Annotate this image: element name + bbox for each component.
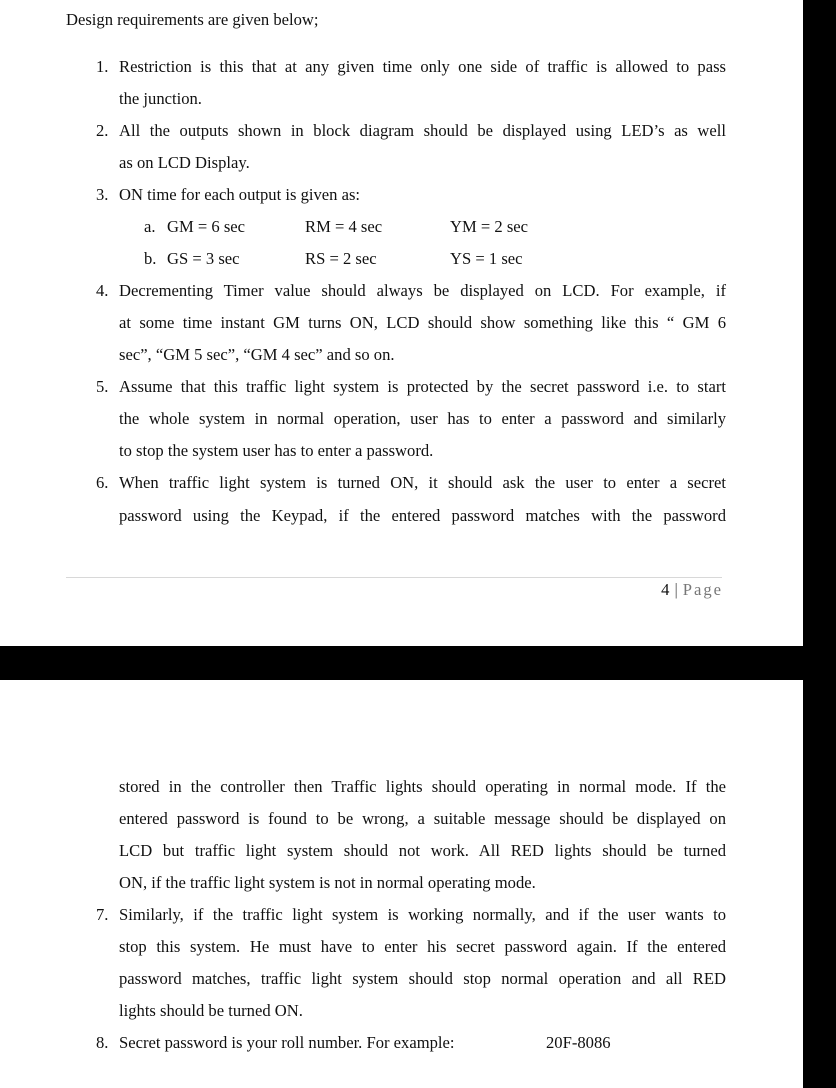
item-4-line-1: Decrementing Timer value should always be displayed on LCD. For example, if [119, 281, 726, 300]
page-number: 4 [661, 580, 670, 599]
item-1-line-1: Restriction is this that at any given time only one side of traffic is allowed to pass [119, 57, 726, 76]
item-4-line-3: sec”, “GM 5 sec”, “GM 4 sec” and so on. [119, 345, 395, 364]
item-6-line-2: password using the Keypad, if the entered password matches with the password [119, 506, 726, 525]
page-word: Page [682, 580, 723, 599]
item-4-line-2: at some time instant GM turns ON, LCD should show something like this “ GM 6 [119, 313, 726, 332]
item-8-number: 8. [96, 1033, 109, 1052]
timing-ym: YM = 2 sec [450, 217, 529, 236]
item-5-line-2: the whole system in normal operation, user has to enter a password and similarly [119, 409, 726, 428]
item-7-line-4: lights should be turned ON. [119, 1001, 303, 1020]
item-3-number: 3. [96, 185, 109, 204]
item-2-line-2: as on LCD Display. [119, 153, 250, 172]
item-4-number: 4. [96, 281, 109, 300]
item-6-line-6: ON, if the traffic light system is not in normal operating mode. [119, 873, 536, 892]
item-6-line-5: LCD but traffic light system should not work. All RED lights should be turned [119, 841, 726, 860]
timing-gs: GS = 3 sec [167, 249, 240, 268]
item-6-line-3: stored in the controller then Traffic lights should operating in normal mode. If the [119, 777, 726, 796]
item-7-line-2: stop this system. He must have to enter his secret password again. If the entered [119, 937, 726, 956]
item-2-line-1: All the outputs shown in block diagram should be displayed using LED’s as well [119, 121, 726, 140]
item-7-line-3: password matches, traffic light system should stop normal operation and all RED [119, 969, 726, 988]
section-heading: Design requirements are given below; [66, 10, 319, 29]
item-1-line-2: the junction. [119, 89, 202, 108]
timing-gm: GM = 6 sec [167, 217, 246, 236]
footer-divider [66, 577, 722, 578]
timing-rm: RM = 4 sec [305, 217, 383, 236]
item-6-number: 6. [96, 473, 109, 492]
item-6-line-1: When traffic light system is turned ON, it should ask the user to enter a secret [119, 473, 726, 492]
timing-ys: YS = 1 sec [450, 249, 523, 268]
item-7-number: 7. [96, 905, 109, 924]
item-7-line-1: Similarly, if the traffic light system is working normally, and if the user wants to [119, 905, 726, 924]
item-2-number: 2. [96, 121, 109, 140]
roll-number-example: 20F-8086 [546, 1033, 611, 1052]
item-3-line-1: ON time for each output is given as: [119, 185, 361, 204]
item-5-line-3: to stop the system user has to enter a password. [119, 441, 434, 460]
item-5-line-1: Assume that this traffic light system is protected by the secret password i.e. to start [119, 377, 726, 396]
timing-rs: RS = 2 sec [305, 249, 377, 268]
item-8-line-1: Secret password is your roll number. For example: [119, 1033, 455, 1052]
timing-row-b-label: b. [144, 249, 157, 268]
timing-row-a-label: a. [144, 217, 156, 236]
item-1-number: 1. [96, 57, 109, 76]
item-5-number: 5. [96, 377, 109, 396]
page-footer: 4 | Page [661, 580, 723, 599]
document-page-5 [0, 680, 803, 1088]
item-6-line-4: entered password is found to be wrong, a suitable message should be displayed on [119, 809, 726, 828]
